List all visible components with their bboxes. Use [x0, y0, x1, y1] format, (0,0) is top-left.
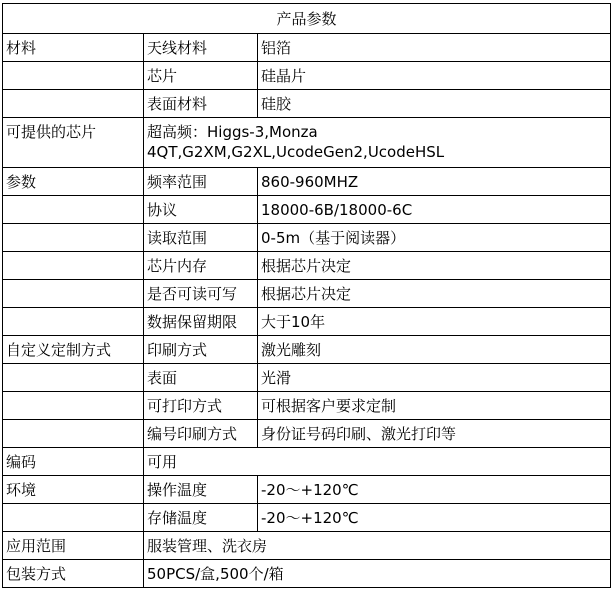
table-row	[3, 168, 611, 196]
group-label	[3, 392, 144, 420]
param-name: 编号印刷方式	[144, 420, 258, 448]
group-label: 应用范围	[3, 532, 144, 560]
group-label	[3, 224, 144, 252]
param-name: 可打印方式	[144, 392, 258, 420]
param-value: 光滑	[258, 364, 611, 392]
group-label: 编码	[3, 448, 144, 476]
table-row	[3, 90, 611, 118]
table-row	[3, 118, 611, 168]
table-row	[3, 308, 611, 336]
param-name: 协议	[144, 196, 258, 224]
param-value: 根据芯片决定	[258, 280, 611, 308]
product-spec-table	[2, 3, 611, 588]
param-value: 硅晶片	[258, 62, 611, 90]
param-name: 表面材料	[144, 90, 258, 118]
group-label: 参数	[3, 168, 144, 196]
group-label	[3, 90, 144, 118]
table-row	[3, 280, 611, 308]
param-value: 根据芯片决定	[258, 252, 611, 280]
group-label	[3, 196, 144, 224]
table-row	[3, 252, 611, 280]
param-name: 天线材料	[144, 34, 258, 62]
param-value: 860-960MHZ	[258, 168, 611, 196]
table-row	[3, 392, 611, 420]
group-label	[3, 364, 144, 392]
group-label	[3, 62, 144, 90]
table-row	[3, 62, 611, 90]
group-label: 环境	[3, 476, 144, 504]
table-row	[3, 420, 611, 448]
param-value: 硅胶	[258, 90, 611, 118]
param-value-span: 可用	[144, 448, 611, 476]
group-label	[3, 504, 144, 532]
table-row	[3, 504, 611, 532]
param-name: 数据保留期限	[144, 308, 258, 336]
param-name: 表面	[144, 364, 258, 392]
param-value: -20～+120℃	[258, 476, 611, 504]
param-value: -20～+120℃	[258, 504, 611, 532]
param-value-span: 50PCS/盒,500个/箱	[144, 560, 611, 588]
param-value: 可根据客户要求定制	[258, 392, 611, 420]
group-label: 材料	[3, 34, 144, 62]
group-label	[3, 308, 144, 336]
table-row	[3, 448, 611, 476]
group-label	[3, 280, 144, 308]
table-title: 产品参数	[3, 4, 611, 34]
table-row	[3, 224, 611, 252]
param-value: 身份证号码印刷、激光打印等	[258, 420, 611, 448]
group-label: 可提供的芯片	[3, 118, 144, 168]
param-name: 频率范围	[144, 168, 258, 196]
param-name: 芯片	[144, 62, 258, 90]
table-row	[3, 196, 611, 224]
param-value-span: 服装管理、洗衣房	[144, 532, 611, 560]
table-row	[3, 560, 611, 588]
param-name: 读取范围	[144, 224, 258, 252]
param-name: 芯片内存	[144, 252, 258, 280]
param-value: 激光雕刻	[258, 336, 611, 364]
param-name: 印刷方式	[144, 336, 258, 364]
param-name: 操作温度	[144, 476, 258, 504]
group-label	[3, 420, 144, 448]
group-label	[3, 252, 144, 280]
param-value: 铝箔	[258, 34, 611, 62]
table-row	[3, 532, 611, 560]
param-value: 大于10年	[258, 308, 611, 336]
group-label: 包装方式	[3, 560, 144, 588]
param-value-span: 超高频：Higgs-3,Monza 4QT,G2XM,G2XL,UcodeGen2,UcodeHSL	[144, 118, 611, 168]
table-title-row	[3, 4, 611, 34]
table-row	[3, 34, 611, 62]
param-name: 是否可读可写	[144, 280, 258, 308]
param-name: 存储温度	[144, 504, 258, 532]
param-value: 18000-6B/18000-6C	[258, 196, 611, 224]
param-value: 0-5m（基于阅读器）	[258, 224, 611, 252]
table-row	[3, 336, 611, 364]
group-label: 自定义定制方式	[3, 336, 144, 364]
table-row	[3, 476, 611, 504]
table-row	[3, 364, 611, 392]
